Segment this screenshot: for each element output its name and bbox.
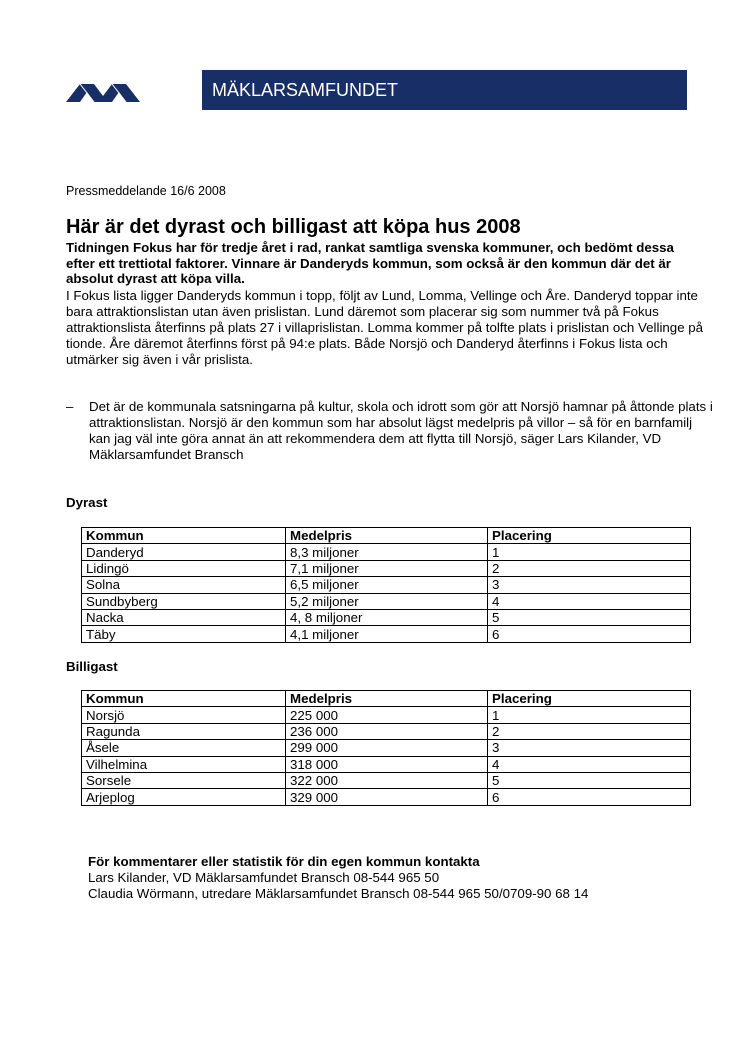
- table-cell: 3: [488, 577, 691, 593]
- table-cell: Åsele: [82, 740, 286, 756]
- table-cell: Täby: [82, 626, 286, 642]
- table-cell: Solna: [82, 577, 286, 593]
- table-cell: 5,2 miljoner: [286, 593, 488, 609]
- contact-block: [88, 854, 588, 902]
- table-cell: Sundbyberg: [82, 593, 286, 609]
- column-header: Placering: [488, 691, 691, 707]
- table-heading-billigast: Billigast: [66, 659, 118, 674]
- table-cell: 8,3 miljoner: [286, 544, 488, 560]
- table-row: [82, 740, 691, 756]
- table-cell: Vilhelmina: [82, 756, 286, 772]
- table-cell: Nacka: [82, 609, 286, 625]
- table-row: [82, 609, 691, 625]
- table-row: [82, 756, 691, 772]
- table-cell: 6: [488, 789, 691, 805]
- column-header: Medelpris: [286, 691, 488, 707]
- table-row: [82, 577, 691, 593]
- table-cell: Arjeplog: [82, 789, 286, 805]
- table-cell: 1: [488, 707, 691, 723]
- table-cell: 6,5 miljoner: [286, 577, 488, 593]
- table-cell: 322 000: [286, 772, 488, 788]
- column-header: Medelpris: [286, 528, 488, 544]
- table-cell: 6: [488, 626, 691, 642]
- column-header: Kommun: [82, 528, 286, 544]
- quote-text: Det är de kommunala satsningarna på kultur, skola och idrott som gör att Norsjö hamnar på åttonde plats i attraktionslistan. Norsjö är den kommun som har absolut lägst medelpris på villor – så för en barnfamilj kan jag väl inte göra annat än att rekommendera dem att flytta till Norsjö, säger Lars Kilander, VD Mäklarsamfundet Bransch: [89, 399, 713, 462]
- body-paragraph: I Fokus lista ligger Danderyds kommun i topp, följt av Lund, Lomma, Vellinge och Åre. Danderyd toppar inte bara attraktionslistan utan även prislistan. Lund däremot som placerar sig som nummer två på Fokus attraktionslista återfinns på plats 27 i villaprislistan. Lomma kommer på tolfte plats i prislistan och Vellinge på tionde. Åre däremot återfinns först på 94:e plats. Både Norsjö och Danderyd återfinns i Fokus lista och utmärker sig även i vår prislista.: [66, 288, 704, 367]
- table-cell: Lidingö: [82, 560, 286, 576]
- quote-dash: –: [66, 399, 74, 414]
- table-row: [82, 772, 691, 788]
- table-row: [82, 723, 691, 739]
- maklarsamfundet-logo-icon: [66, 84, 140, 102]
- table-cell: 5: [488, 609, 691, 625]
- table-cell: 299 000: [286, 740, 488, 756]
- table-dyrast: [81, 527, 691, 643]
- press-release-date: Pressmeddelande 16/6 2008: [66, 184, 226, 198]
- table-cell: 4: [488, 593, 691, 609]
- lead-paragraph: Tidningen Fokus har för tredje året i rad, rankat samtliga svenska kommuner, och bedömt dessa efter ett trettiotal faktorer. Vinnare är Danderyds kommun, som också är den kommun där det är absolut dyrast att köpa villa.: [66, 240, 674, 286]
- table-row: [82, 544, 691, 560]
- table-row: [82, 560, 691, 576]
- table-cell: 2: [488, 560, 691, 576]
- table-cell: 5: [488, 772, 691, 788]
- table-row: [82, 789, 691, 805]
- table-header-row: [82, 691, 691, 707]
- table-row: [82, 626, 691, 642]
- table-cell: 4: [488, 756, 691, 772]
- table-row: [82, 593, 691, 609]
- table-cell: 1: [488, 544, 691, 560]
- table-cell: 7,1 miljoner: [286, 560, 488, 576]
- table-cell: 329 000: [286, 789, 488, 805]
- table-heading-dyrast: Dyrast: [66, 495, 108, 510]
- table-cell: Danderyd: [82, 544, 286, 560]
- table-cell: 236 000: [286, 723, 488, 739]
- table-cell: 3: [488, 740, 691, 756]
- brand-banner: MÄKLARSAMFUNDET: [202, 70, 687, 110]
- table-billigast: [81, 690, 691, 806]
- table-cell: Sorsele: [82, 772, 286, 788]
- table-row: [82, 707, 691, 723]
- table-cell: 318 000: [286, 756, 488, 772]
- table-cell: 4, 8 miljoner: [286, 609, 488, 625]
- table-cell: 2: [488, 723, 691, 739]
- table-cell: Ragunda: [82, 723, 286, 739]
- page-title: Här är det dyrast och billigast att köpa hus 2008: [66, 216, 521, 238]
- table-cell: 4,1 miljoner: [286, 626, 488, 642]
- contact-line: Claudia Wörmann, utredare Mäklarsamfundet Bransch 08-544 965 50/0709-90 68 14: [88, 886, 589, 901]
- table-header-row: [82, 528, 691, 544]
- contact-line: Lars Kilander, VD Mäklarsamfundet Bransch 08-544 965 50: [88, 870, 440, 885]
- table-cell: Norsjö: [82, 707, 286, 723]
- table-cell: 225 000: [286, 707, 488, 723]
- column-header: Placering: [488, 528, 691, 544]
- quote-block: [66, 399, 716, 463]
- column-header: Kommun: [82, 691, 286, 707]
- contact-heading: För kommentarer eller statistik för din egen kommun kontakta: [88, 854, 480, 869]
